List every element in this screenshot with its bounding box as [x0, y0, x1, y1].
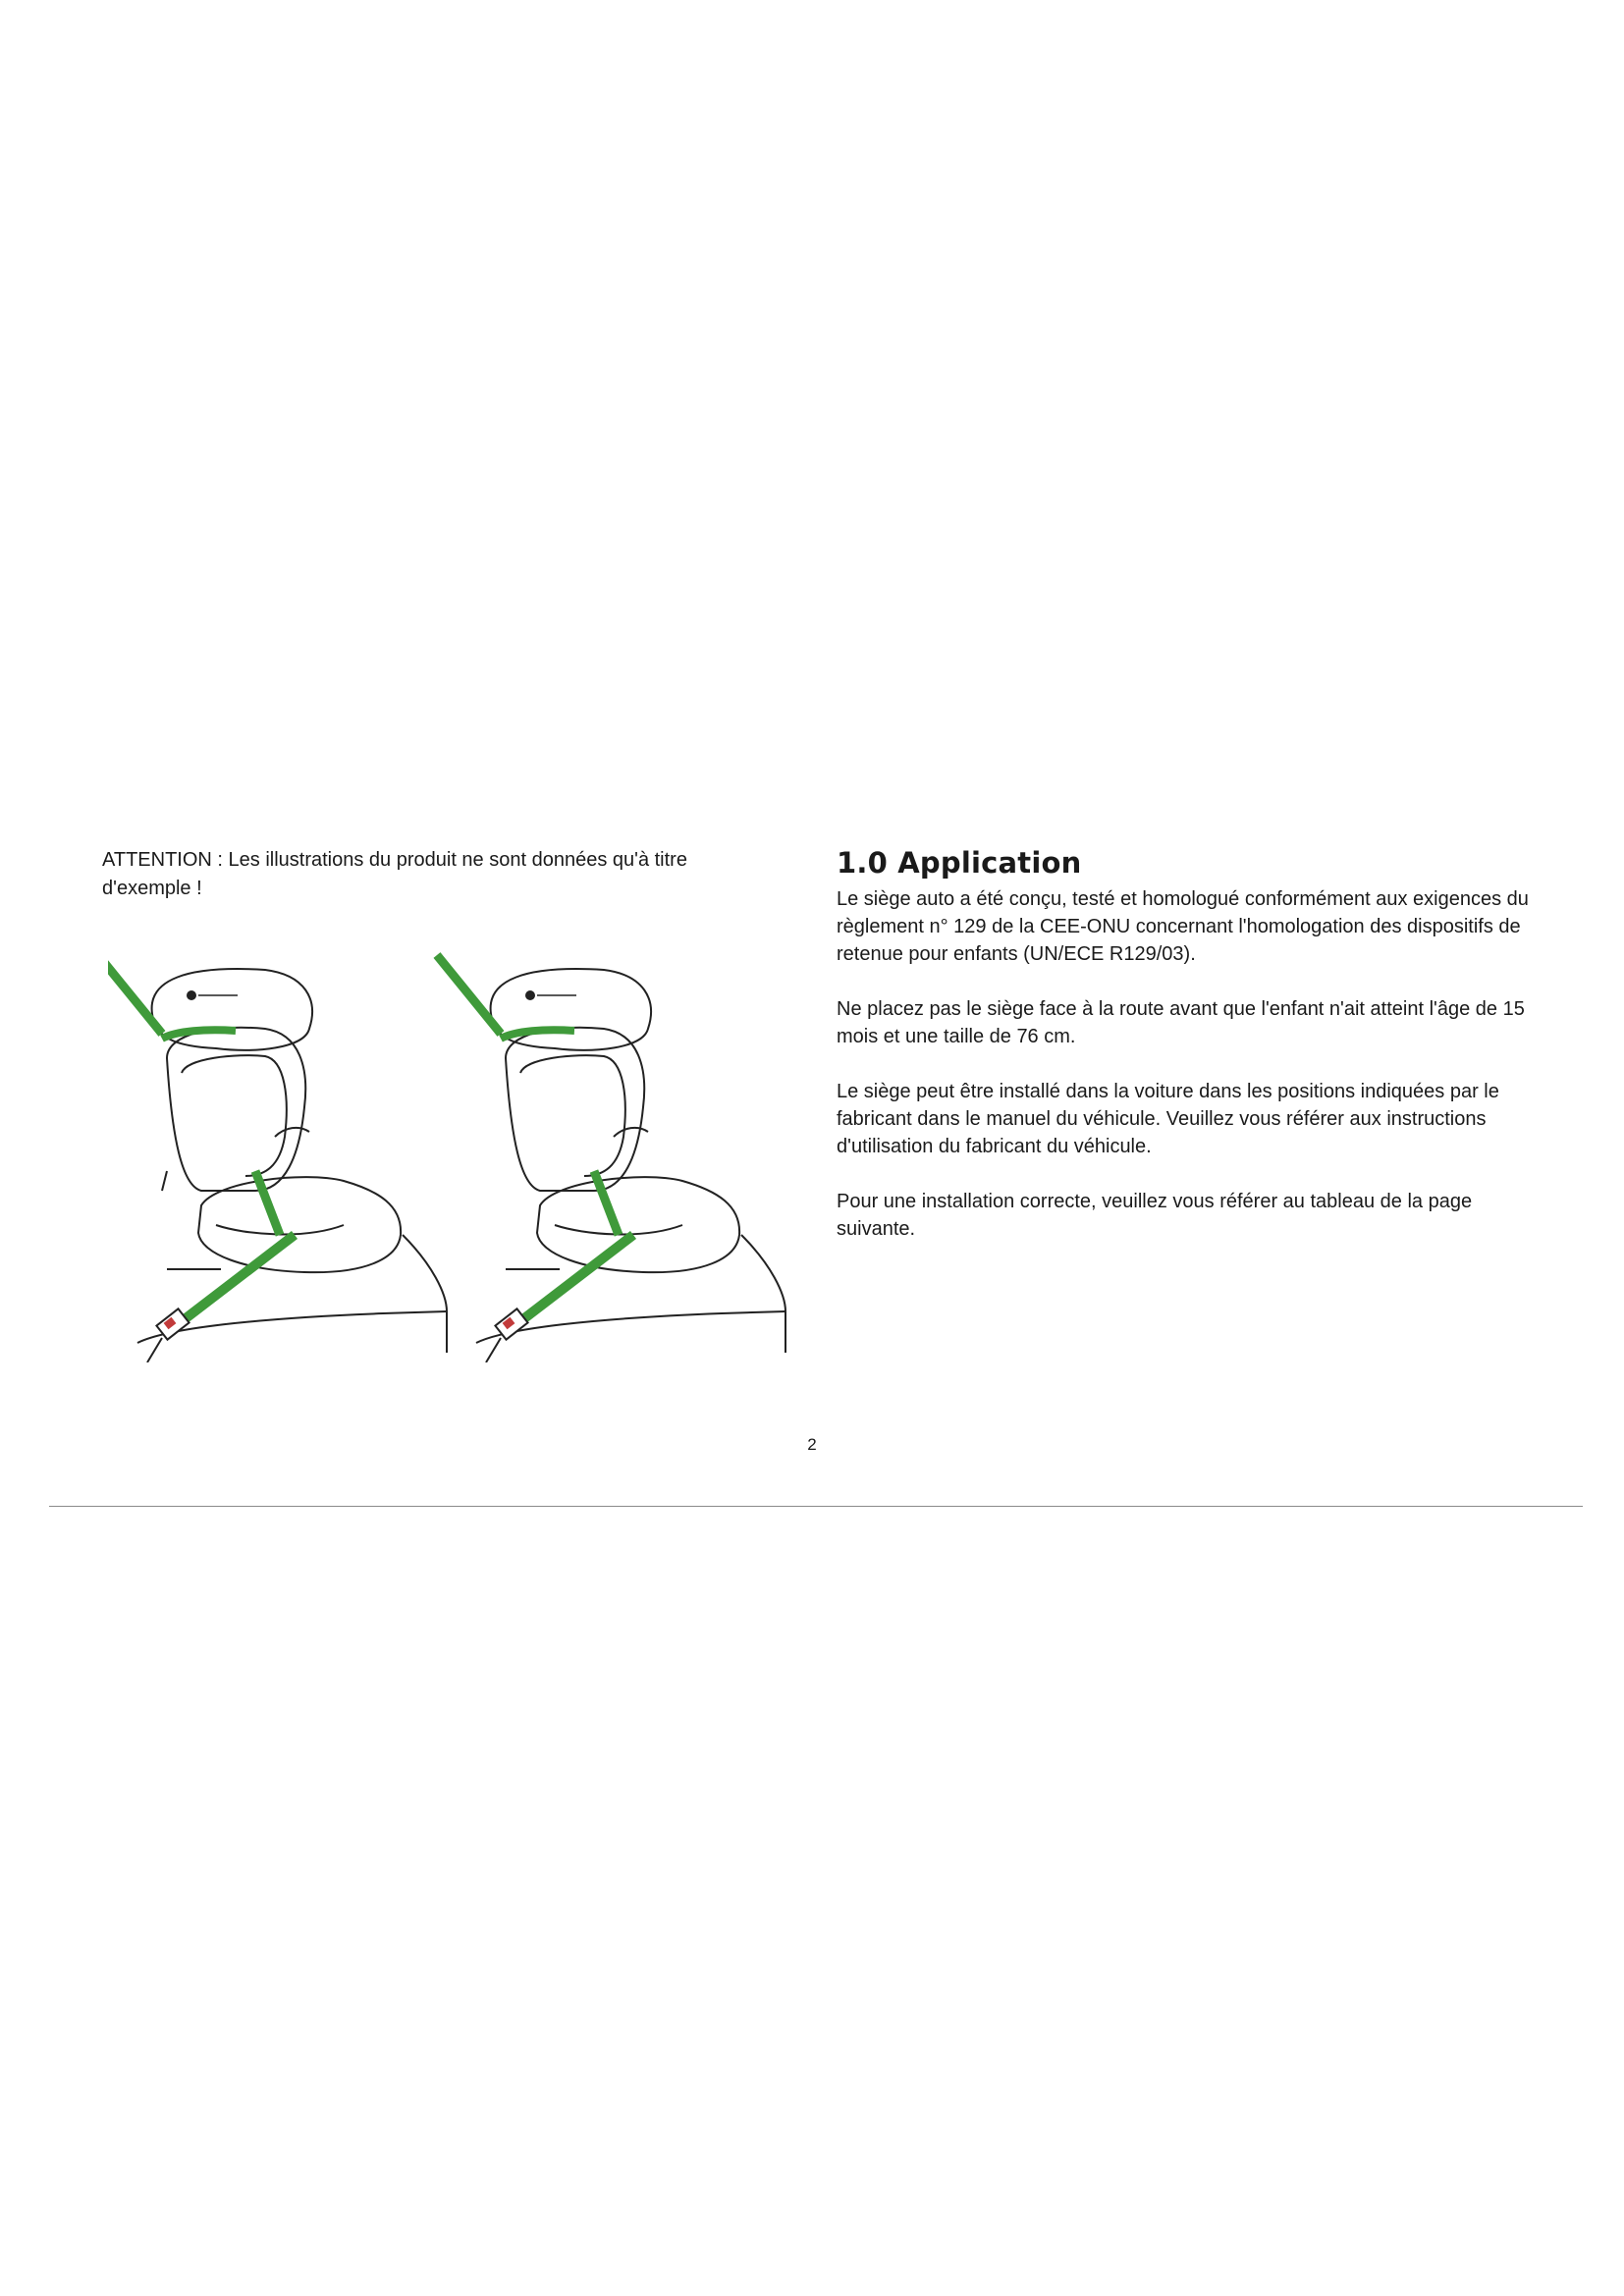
car-seat-illustration-2: [437, 955, 785, 1362]
seat-illustrations: [108, 940, 795, 1362]
application-section: [837, 846, 1534, 1270]
paragraph-installation-positions: Le siège peut être installé dans la voiture dans les positions indiquées par le fabricant dans le manuel du véhicule. Veuillez vous référer aux instructions d'utilisation du fabricant du véhicule.: [837, 1081, 1499, 1157]
section-heading: 1.0 Application: [837, 846, 1082, 880]
page-divider: [49, 1506, 1583, 1507]
car-seat-illustration-1: [108, 955, 447, 1362]
page-number: 2: [807, 1435, 817, 1454]
attention-note: ATTENTION : Les illustrations du produit ne sont données qu'à titre d'exemple !: [102, 849, 687, 899]
paragraph-next-page-table: Pour une installation correcte, veuillez vous référer au tableau de la page suivante.: [837, 1191, 1473, 1240]
paragraph-age-requirement: Ne placez pas le siège face à la route avant que l'enfant n'ait atteint l'âge de 15 mois et une taille de 76 cm.: [837, 998, 1525, 1047]
paragraph-homologation: Le siège auto a été conçu, testé et homologué conformément aux exigences du règlement n° 129 de la CEE-ONU concernant l'homologation des dispositifs de retenue pour enfants (UN/ECE R129/03).: [837, 888, 1529, 965]
